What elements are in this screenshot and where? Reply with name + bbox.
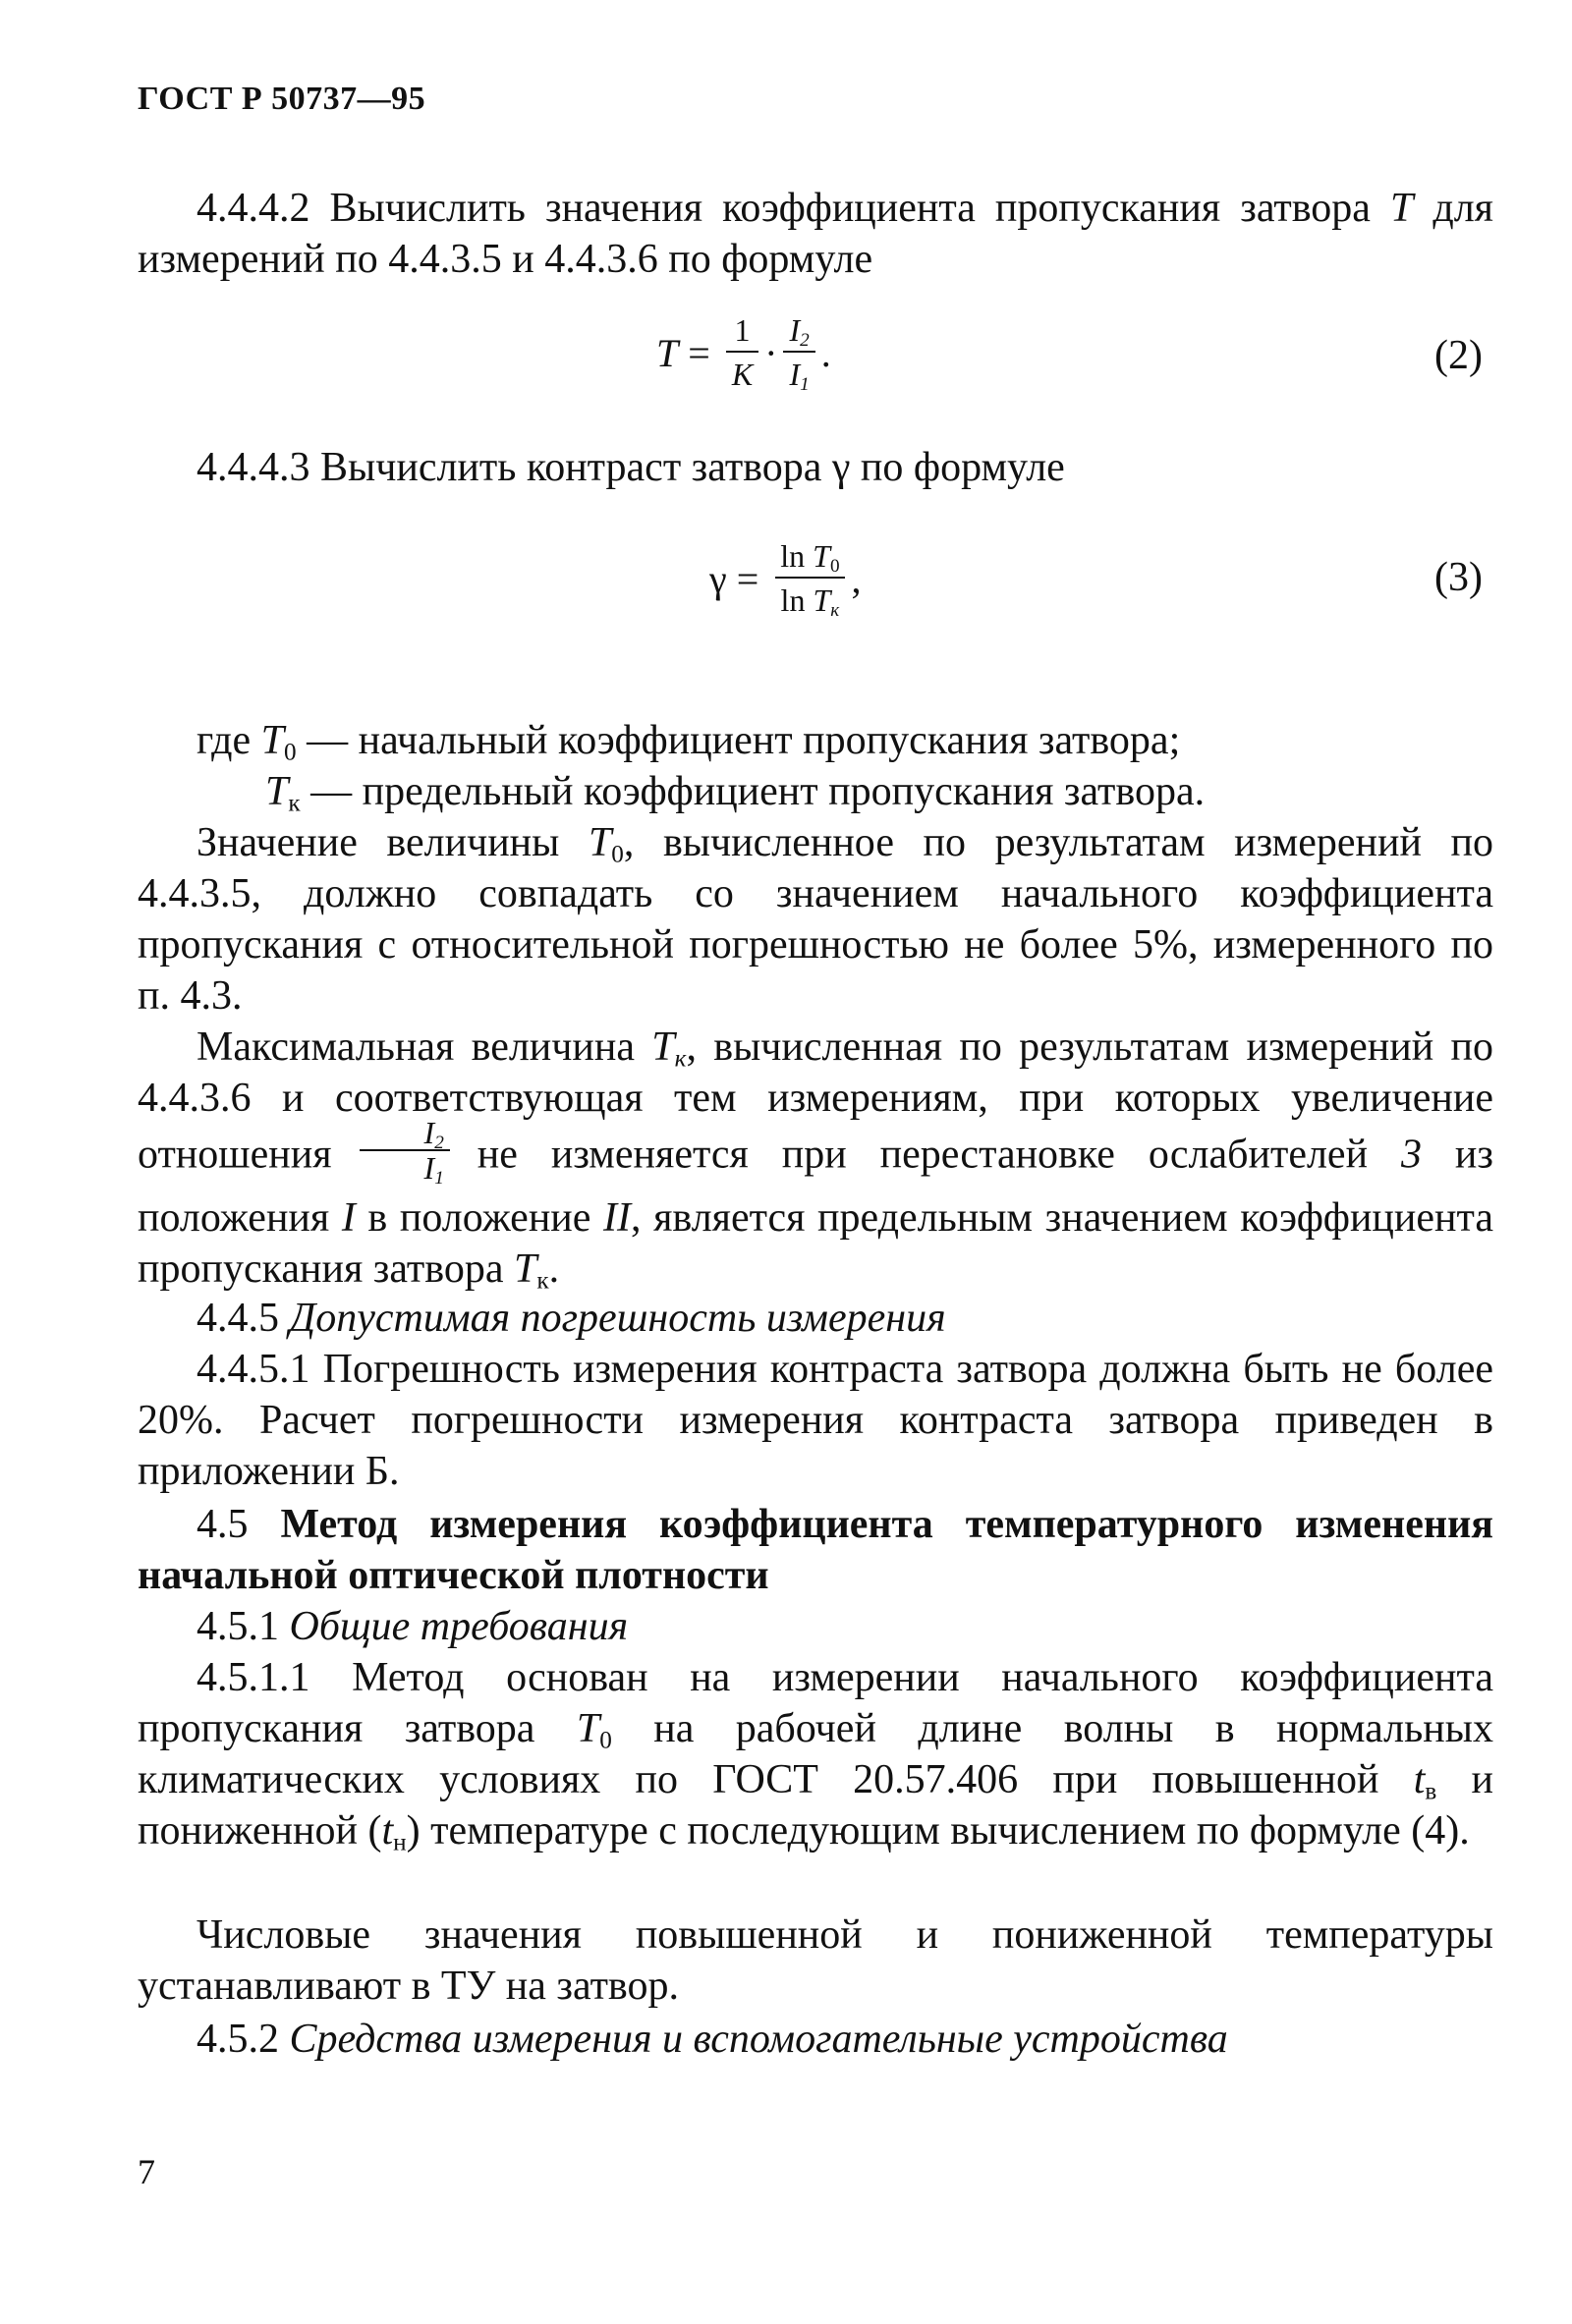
heading-4-4-5: 4.4.5 Допустимая погрешность измерения xyxy=(196,1296,946,1341)
formula-3-fraction: $\frac{\ln T_0}{\ln T_к}$ xyxy=(774,538,845,619)
page-number: 7 xyxy=(138,2152,155,2191)
paragraph-tk-value: Максимальная величина $T_к$, вычисленная по результатам измерений по 4.4.3.6 и соответствующая тем измерениям, при которых увеличение отношения $\frac{I_2}{I_1}$ не изменяется при перестановке ослабителей 3 из положения I в положение II, является предельным значением коэффициента пропускания затвора $T_к$. xyxy=(138,1024,1493,1295)
standard-header: ГОСТ Р 50737—95 xyxy=(138,81,426,117)
paragraph-4-4-4-3: 4.4.4.3 Вычислить контраст затвора γ по формуле xyxy=(196,445,1065,490)
formula-2: T = $\frac{1}{K}$ · $\frac{I_2}{I_1}$ . xyxy=(656,312,831,395)
formula-2-fraction-2: $\frac{I_2}{I_1}$ xyxy=(783,312,814,393)
paragraph-temperature-values: Числовые значения повышенной и пониженной температуры устанавливают в ТУ на затвор. xyxy=(138,1912,1493,2009)
paragraph-4-5-1-1: 4.5.1.1 Метод основан на измерении начального коэффициента пропускания затвора $T_0$ на рабочей длине волны в нормальных климатических условиях по ГОСТ 20.57.406 при повышенной $t_в$ и пониженной $(t_н)$ температуре с последующим вычислением по формуле (4). xyxy=(138,1655,1493,1856)
ratio-fraction: $\frac{I_2}{I_1}$ xyxy=(360,1116,450,1185)
formula-2-lhs: T xyxy=(656,330,679,375)
formula-2-fraction-1: $\frac{1}{K}$ xyxy=(726,312,758,393)
paragraph-4-4-5-1: 4.4.5.1 Погрешность измерения контраста затвора должна быть не более 20%. Расчет погрешности измерения контраста затвора приведен в приложении Б. xyxy=(138,1347,1493,1494)
where-line-2: $T_к$ — предельный коэффициент пропускания затвора. xyxy=(265,769,1206,817)
formula-3: γ = $\frac{\ln T_0}{\ln T_к}$ , xyxy=(709,538,862,621)
formula-3-lhs: γ xyxy=(709,556,727,601)
heading-4-5-2: 4.5.2 Средства измерения и вспомогательные устройства xyxy=(196,2017,1228,2062)
heading-4-5-1: 4.5.1 Общие требования xyxy=(196,1604,629,1649)
where-line-1: где $T_0$ — начальный коэффициент пропускания затвора; xyxy=(196,718,1181,766)
paragraph-t0-value: Значение величины $T_0$, вычисленное по результатам измерений по 4.4.3.5, должно совпадать со значением начального коэффициента пропускания с относительной погрешностью не более 5%, измеренного по п. 4.3. xyxy=(138,820,1493,1019)
heading-4-5: 4.5 Метод измерения коэффициента температурного изменения начальной оптической плотности xyxy=(138,1502,1493,1598)
formula-3-number: (3) xyxy=(1434,555,1483,600)
formula-2-number: (2) xyxy=(1434,333,1483,378)
paragraph-4-4-4-2: 4.4.4.2 Вычислить значения коэффициента пропускания затвора T для измерений по 4.4.3.5 и 4.4.3.6 по формуле xyxy=(138,186,1493,282)
